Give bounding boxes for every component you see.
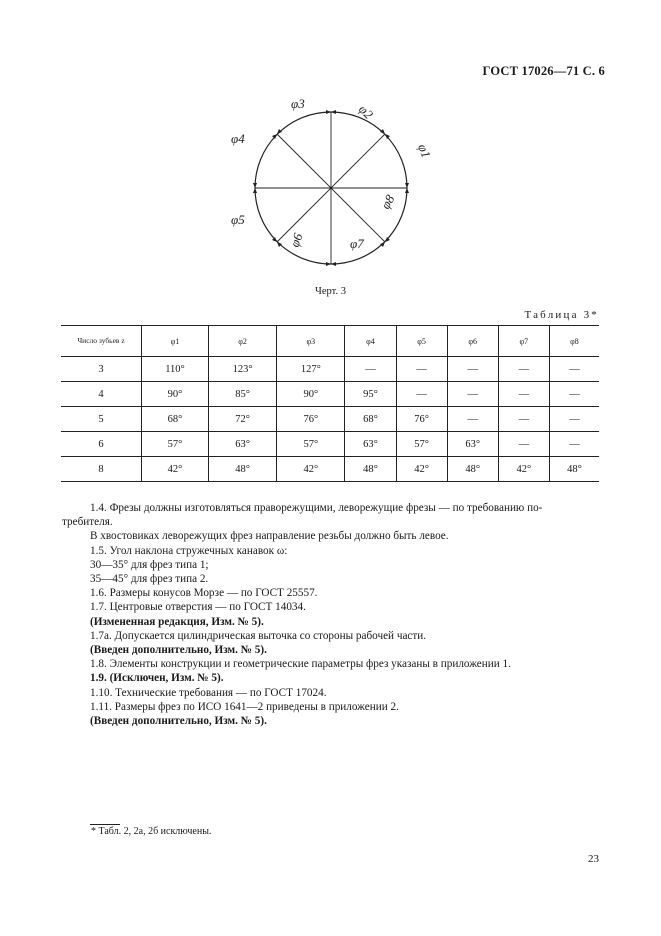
cell-z: 3 [61, 357, 142, 382]
cell-value: 48° [208, 457, 276, 482]
cell-value: 63° [447, 432, 498, 457]
column-header-phi2: φ2 [208, 326, 276, 357]
cell-value: 48° [549, 457, 599, 482]
arrow-mark [331, 262, 336, 266]
cell-value: 90° [142, 382, 209, 407]
arrow-mark [277, 129, 282, 134]
page-header: ГОСТ 17026—71 С. 6 [482, 64, 605, 78]
amendment-note: (Измененная редакция, Изм. № 5). [90, 615, 264, 628]
column-header-phi8: φ8 [549, 326, 599, 357]
cell-value: 90° [277, 382, 345, 407]
arrow-mark [253, 183, 257, 188]
arrow-mark [277, 242, 282, 247]
cell-value: 76° [277, 407, 345, 432]
cell-value: 63° [208, 432, 276, 457]
amendment-note: (Введен дополнительно, Изм. № 5). [90, 715, 267, 728]
table-header-row [61, 326, 599, 357]
cell-value: — [498, 382, 549, 407]
cell-value: 57° [396, 432, 447, 457]
cell-value: 57° [142, 432, 209, 457]
paragraph: 1.7. Центровые отверстия — по ГОСТ 14034. [90, 601, 306, 614]
cell-value: 63° [345, 432, 396, 457]
label-phi1: φ1 [415, 141, 434, 160]
table-row [61, 432, 599, 457]
paragraph: 1.10. Технические требования — по ГОСТ 17024. [90, 686, 327, 699]
column-header-phi6: φ6 [447, 326, 498, 357]
label-phi8: φ8 [377, 192, 398, 212]
amendment-note: 1.9. (Исключен, Изм. № 5). [90, 672, 224, 685]
cell-z: 4 [61, 382, 142, 407]
paragraph: 35—45° для фрез типа 2. [90, 573, 209, 586]
cell-value: — [549, 432, 599, 457]
body-text [62, 501, 600, 728]
cell-value: — [498, 357, 549, 382]
arrow-mark [253, 188, 257, 193]
cell-value: 68° [142, 407, 209, 432]
cell-value: — [345, 357, 396, 382]
cell-value: 127° [277, 357, 345, 382]
cell-value: 72° [208, 407, 276, 432]
cell-value: — [447, 407, 498, 432]
cell-value: 42° [498, 457, 549, 482]
column-header-phi4: φ4 [345, 326, 396, 357]
arrow-mark [405, 188, 409, 193]
arrow-mark [272, 134, 277, 139]
table-title: Таблица 3* [524, 309, 599, 321]
cell-value: 68° [345, 407, 396, 432]
cell-value: — [549, 357, 599, 382]
cell-value: 85° [208, 382, 276, 407]
cell-value: 42° [277, 457, 345, 482]
cell-value: — [447, 357, 498, 382]
arrow-mark [331, 110, 336, 114]
cell-value: — [498, 432, 549, 457]
cell-value: 48° [447, 457, 498, 482]
footnote: * Табл. 2, 2а, 2б исключены. [91, 826, 212, 837]
paragraph: 1.4. Фрезы должны изготовляться праворежущими, леворежущие фрезы — по требованию по- [90, 502, 543, 514]
arrow-mark [380, 242, 385, 247]
cell-value: — [549, 407, 599, 432]
paragraph: 1.5. Угол наклона стружечных канавок ω: [90, 544, 288, 557]
cell-value: — [498, 407, 549, 432]
paragraph: 1.7а. Допускается цилиндрическая выточка со стороны рабочей части. [90, 629, 427, 642]
angle-table [61, 325, 599, 482]
cell-value: 110° [142, 357, 209, 382]
page-number: 23 [588, 853, 599, 865]
label-phi2: φ2 [355, 101, 377, 122]
cell-value: 95° [345, 382, 396, 407]
column-header-teeth-count: Число зубьев z [61, 326, 142, 357]
cell-z: 6 [61, 432, 142, 457]
paragraph: 1.6. Размеры конусов Морзе — по ГОСТ 25557. [90, 587, 318, 600]
arrow-mark [326, 110, 331, 114]
paragraph: 1.11. Размеры фрез по ИСО 1641—2 приведены в приложении 2. [90, 700, 399, 713]
cutter-angle-diagram [228, 96, 434, 276]
cell-value: 42° [142, 457, 209, 482]
footnote-divider [90, 824, 120, 825]
cell-value: — [549, 382, 599, 407]
cell-value: 123° [208, 357, 276, 382]
arrow-mark [326, 262, 331, 266]
label-phi4: φ4 [231, 131, 245, 146]
cell-value: — [396, 357, 447, 382]
paragraph: В хвостовиках леворежущих фрез направление резьбы должно быть левое. [90, 530, 449, 543]
arrow-mark [385, 134, 390, 139]
column-header-phi1: φ1 [142, 326, 209, 357]
table-row [61, 407, 599, 432]
cell-z: 8 [61, 457, 142, 482]
cell-value: — [396, 382, 447, 407]
label-phi6: φ6 [286, 231, 306, 250]
column-header-phi3: φ3 [277, 326, 345, 357]
arrow-mark [272, 237, 277, 242]
column-header-phi7: φ7 [498, 326, 549, 357]
label-phi3: φ3 [291, 96, 305, 111]
arrow-mark [385, 237, 390, 242]
table-row [61, 382, 599, 407]
paragraph: требителя. [62, 516, 113, 529]
table-row [61, 357, 599, 382]
figure-caption: Черт. 3 [315, 286, 346, 297]
column-header-phi5: φ5 [396, 326, 447, 357]
cell-z: 5 [61, 407, 142, 432]
cell-value: 48° [345, 457, 396, 482]
arrow-mark [380, 129, 385, 134]
paragraph: 1.8. Элементы конструкции и геометрические параметры фрез указаны в приложении 1. [90, 658, 511, 671]
paragraph: 30—35° для фрез типа 1; [90, 558, 209, 571]
amendment-note: (Введен дополнительно, Изм. № 5). [90, 644, 267, 657]
cell-value: 42° [396, 457, 447, 482]
cell-value: — [447, 382, 498, 407]
cell-value: 76° [396, 407, 447, 432]
label-phi7: φ7 [350, 236, 364, 251]
label-phi5: φ5 [231, 212, 245, 227]
cell-value: 57° [277, 432, 345, 457]
arrow-mark [405, 183, 409, 188]
table-row [61, 457, 599, 482]
